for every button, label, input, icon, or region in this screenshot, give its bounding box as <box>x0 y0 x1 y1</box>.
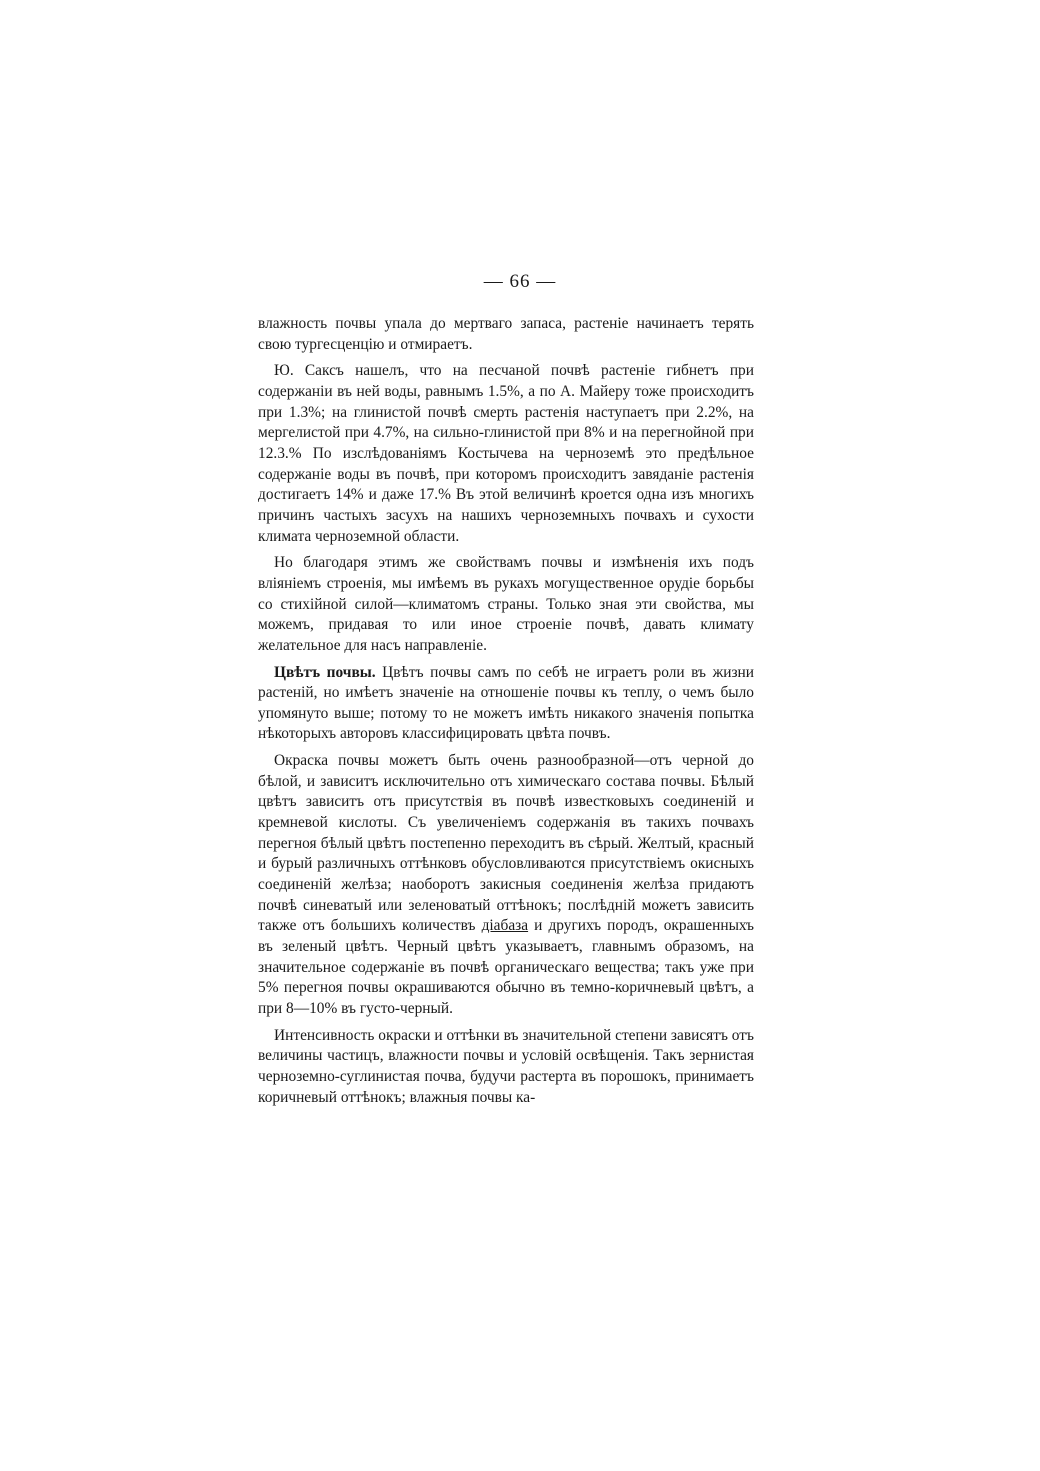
paragraph-soil-color-text: Цвѣтъ почвы самъ по себѣ не играетъ роли въ жизни растеній, но имѣетъ значеніе на отношеніе почвы къ теплу, о чемъ было упомянуто выше; потому то не можетъ имѣть никакого значенія попытка нѣкоторыхъ авторовъ классифицировать цвѣта почвъ. <box>258 663 754 743</box>
paragraph-continuation: влажность почвы упала до мертваго запаса, растеніе начинаетъ терять свою тургесценцію и отмираетъ. <box>258 315 754 353</box>
body-text <box>258 314 754 1114</box>
paragraph-soil-structure: Но благодаря этимъ же свойствамъ почвы и измѣненія ихъ подъ вліяніемъ строенія, мы имѣемъ въ рукахъ могущественное орудіе борьбы со стихійной силой—климатомъ страны. Только зная эти свойства, мы можемъ, придавая то или иное строеніе почвѣ, давать климату желательное для насъ направленіе. <box>258 554 754 654</box>
paragraph-wilting-point: Ю. Саксъ нашелъ, что на песчаной почвѣ растеніе гибнетъ при содержаніи въ ней воды, равнымъ 1.5%, а по А. Майеру тоже происходитъ при 1.3%; на глинистой почвѣ смерть растенія наступаетъ при 2.2%, на мергелистой при 4.7%, на сильно-глинистой при 8% и на перегнойной при 12.3.% По изслѣдованіямъ Костычева на черноземѣ это предѣльное содержаніе воды въ почвѣ, при которомъ происходитъ завяданіе растенія достигаетъ 14% и даже 17.% Въ этой величинѣ кроется одна изъ многихъ причинъ частыхъ засухъ на нашихъ черноземныхъ почвахъ и сухости климата черноземной области. <box>258 362 754 545</box>
paragraph-coloration-text-after: и другихъ породъ, окрашенныхъ въ зеленый цвѣтъ. Черный цвѣтъ указываетъ, главнымъ образомъ, на значительное содержаніе въ почвѣ органическаго вещества; такъ уже при 5% перегноя почвы окрашиваются обычно въ темно-коричневый цвѣтъ, а при 8—10% въ густо-черный. <box>258 917 754 1017</box>
page-number: — 66 — <box>483 271 557 292</box>
paragraph-coloration <box>258 751 754 1020</box>
paragraph-intensity: Интенсивность окраски и оттѣнки въ значительной степени зависятъ отъ величины частицъ, влажности почвы и условій освѣщенія. Такъ зернистая черноземно-суглинистая почва, будучи растерта въ порошокъ, принимаетъ коричневый оттѣнокъ; влажныя почвы ка- <box>258 1026 754 1106</box>
section-heading-soil-color: Цвѣтъ почвы. <box>274 663 376 681</box>
paragraph-coloration-text-before: Окраска почвы можетъ быть очень разнообразной—отъ черной до бѣлой, и зависитъ исключительно отъ химическаго состава почвы. Бѣлый цвѣтъ зависитъ отъ присутствія въ почвѣ известковыхъ соединеній и кремневой кислоты. Съ увеличеніемъ содержанія въ такихъ почвахъ перегноя бѣлый цвѣтъ постепенно переходитъ въ сѣрый. Желтый, красный и бурый различныхъ оттѣнковъ обусловливаются присутствіемъ окисныхъ соединеній желѣза; наоборотъ закисныя соединенія желѣза придаютъ почвѣ синеватый или зеленоватый оттѣнокъ; послѣдній можетъ зависить также отъ большихъ количествъ <box>258 752 754 935</box>
paragraph-soil-color <box>258 663 754 746</box>
underlined-term: діабаза <box>481 917 529 935</box>
